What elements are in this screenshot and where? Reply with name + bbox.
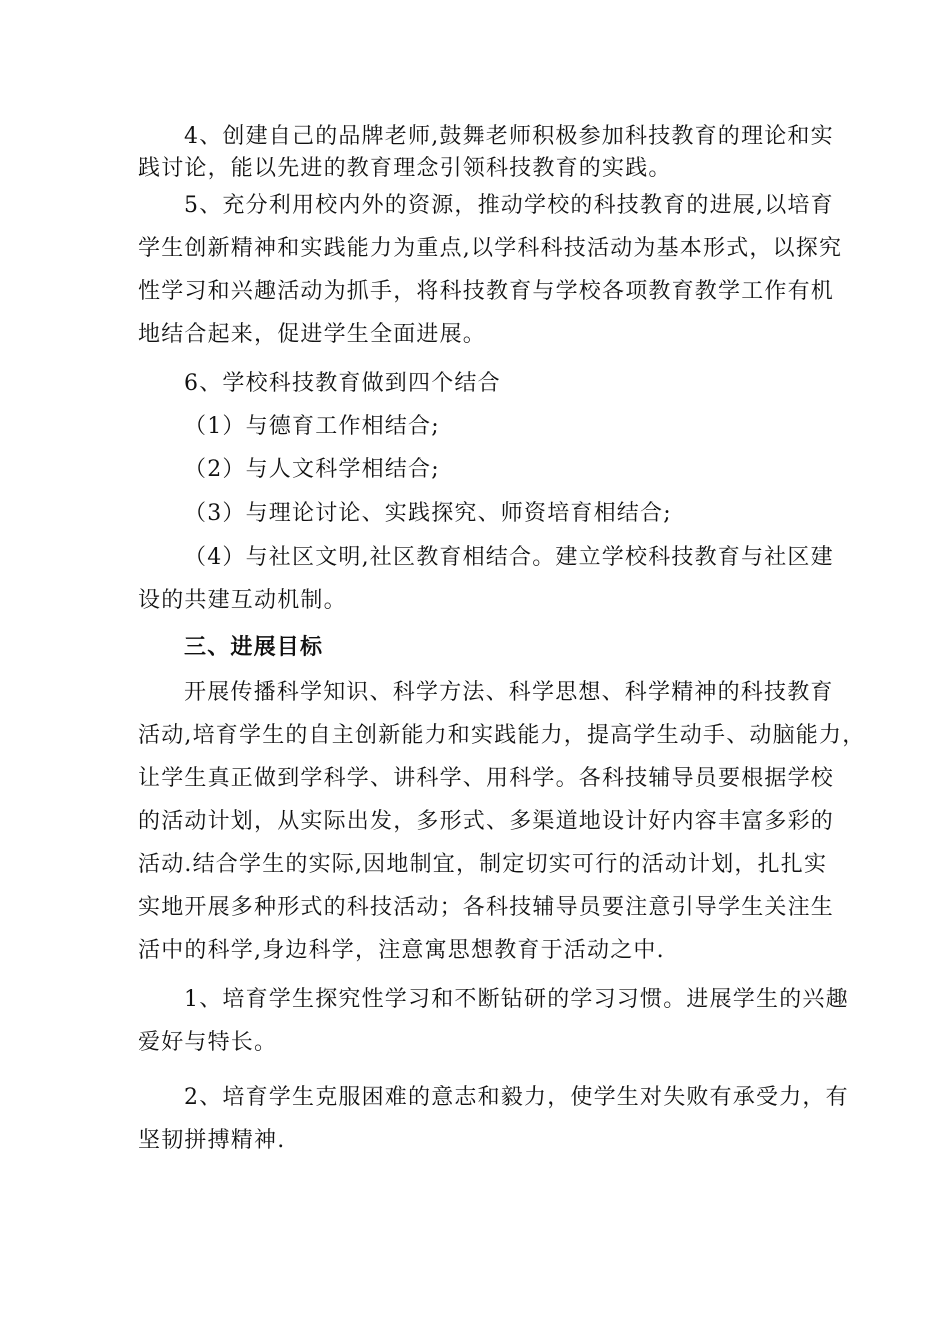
text-line: 地结合起来，促进学生全面进展。 xyxy=(138,322,487,347)
text-line: （3）与理论讨论、实践探究、师资培育相结合; xyxy=(184,501,672,526)
text-line: 1、培育学生探究性学习和不断钻研的学习习惯。进展学生的兴趣 xyxy=(184,987,849,1012)
sub-item-4 xyxy=(138,536,838,622)
paragraph-item-6 xyxy=(138,362,838,405)
goal-paragraph xyxy=(138,671,866,972)
sub-item-1 xyxy=(138,405,838,448)
text-line: 坚韧拼搏精神. xyxy=(138,1128,286,1153)
section-heading xyxy=(138,626,838,669)
text-line: 4、创建自己的品牌老师,鼓舞老师积极参加科技教育的理论和实 xyxy=(184,124,834,149)
text-line: 2、培育学生克服困难的意志和毅力，使学生对失败有承受力，有 xyxy=(184,1085,849,1110)
text-line: 学生创新精神和实践能力为重点,以学科科技活动为基本形式，以探究 xyxy=(138,236,843,261)
text-line: （1）与德育工作相结合; xyxy=(184,414,440,439)
text-line: 设的共建互动机制。 xyxy=(138,588,347,613)
goal-item-2 xyxy=(138,1076,849,1162)
paragraph-item-4 xyxy=(138,121,838,185)
sub-item-3 xyxy=(138,492,838,535)
text-line: 的活动计划，从实际出发，多形式、多渠道地设计好内容丰富多彩的 xyxy=(138,809,835,834)
text-line: 让学生真正做到学科学、讲科学、用科学。各科技辅导员要根据学校 xyxy=(138,766,835,791)
paragraph-item-5 xyxy=(138,184,843,356)
text-line: （4）与社区文明,社区教育相结合。建立学校科技教育与社区建 xyxy=(184,545,834,570)
text-line: 开展传播科学知识、科学方法、科学思想、科学精神的科技教育 xyxy=(184,680,834,705)
text-line: 践讨论，能以先进的教育理念引领科技教育的实践。 xyxy=(138,156,672,181)
text-line: 实地开展多种形式的科技活动；各科技辅导员要注意引导学生关注生 xyxy=(138,895,835,920)
text-line: 爱好与特长。 xyxy=(138,1030,278,1055)
text-line: 活动,培育学生的自主创新能力和实践能力，提高学生动手、动脑能力， xyxy=(138,723,866,748)
goal-item-1 xyxy=(138,978,849,1064)
text-line: 活动.结合学生的实际,因地制宜，制定切实可行的活动计划，扎扎实 xyxy=(138,852,828,877)
heading-text: 三、进展目标 xyxy=(184,634,324,660)
text-line: 5、充分利用校内外的资源，推动学校的科技教育的进展,以培育 xyxy=(184,193,834,218)
text-line: 性学习和兴趣活动为抓手，将科技教育与学校各项教育教学工作有机 xyxy=(138,279,835,304)
sub-item-2 xyxy=(138,448,838,491)
text-line: （2）与人文科学相结合; xyxy=(184,457,440,482)
text-line: 6、学校科技教育做到四个结合 xyxy=(184,371,501,396)
text-line: 活中的科学,身边科学，注意寓思想教育于活动之中. xyxy=(138,938,665,963)
